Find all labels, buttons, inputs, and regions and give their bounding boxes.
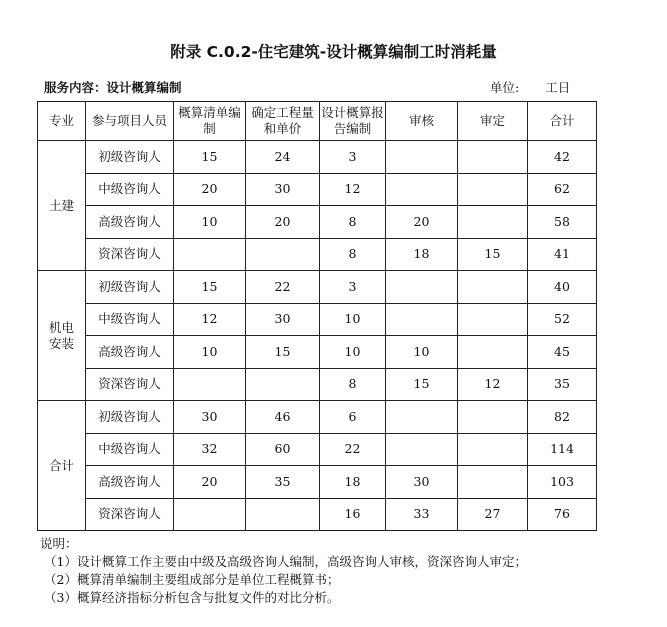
cell-quantity-price: 30 xyxy=(246,173,320,206)
cell-report: 6 xyxy=(320,401,386,434)
cell-approval xyxy=(458,336,528,369)
cell-review: 20 xyxy=(386,206,458,239)
role-cell: 初级咨询人 xyxy=(86,141,174,174)
cell-total: 42 xyxy=(528,141,597,174)
cell-total: 103 xyxy=(528,466,597,499)
cell-quantity-price xyxy=(246,498,320,531)
header-total: 合计 xyxy=(528,102,597,141)
cell-report: 18 xyxy=(320,466,386,499)
table-row xyxy=(38,173,597,206)
cell-total: 40 xyxy=(528,271,597,304)
role-cell: 初级咨询人 xyxy=(86,401,174,434)
cell-report: 8 xyxy=(320,368,386,401)
role-cell: 初级咨询人 xyxy=(86,271,174,304)
note-item: （1）设计概算工作主要由中级及高级咨询人编制，高级咨询人审核，资深咨询人审定； xyxy=(44,554,527,569)
cell-review: 30 xyxy=(386,466,458,499)
cell-approval xyxy=(458,173,528,206)
cell-estimate-list: 10 xyxy=(174,206,246,239)
cell-quantity-price xyxy=(246,238,320,271)
cell-approval xyxy=(458,303,528,336)
cell-report: 8 xyxy=(320,206,386,239)
cell-total: 76 xyxy=(528,498,597,531)
cell-quantity-price: 30 xyxy=(246,303,320,336)
cell-quantity-price: 46 xyxy=(246,401,320,434)
cell-estimate-list: 30 xyxy=(174,401,246,434)
cell-approval: 15 xyxy=(458,238,528,271)
role-cell: 高级咨询人 xyxy=(86,206,174,239)
cell-approval xyxy=(458,401,528,434)
note-item: （3）概算经济指标分析包含与批复文件的对比分析。 xyxy=(44,590,340,605)
cell-approval: 27 xyxy=(458,498,528,531)
cell-review: 33 xyxy=(386,498,458,531)
cell-approval xyxy=(458,141,528,174)
cell-report: 16 xyxy=(320,498,386,531)
cell-total: 35 xyxy=(528,368,597,401)
cell-review: 18 xyxy=(386,238,458,271)
unit-value: 工日 xyxy=(545,80,571,95)
table-row xyxy=(38,206,597,239)
table-row xyxy=(38,303,597,336)
cell-estimate-list xyxy=(174,498,246,531)
cell-total: 62 xyxy=(528,173,597,206)
header-report: 设计概算报告编制 xyxy=(320,102,386,141)
table-row xyxy=(38,141,597,174)
cell-approval xyxy=(458,466,528,499)
cell-quantity-price: 35 xyxy=(246,466,320,499)
cell-review: 10 xyxy=(386,336,458,369)
table-row xyxy=(38,433,597,466)
role-cell: 中级咨询人 xyxy=(86,433,174,466)
role-cell: 资深咨询人 xyxy=(86,368,174,401)
discipline-cell: 机电安装 xyxy=(38,271,86,401)
cell-estimate-list: 20 xyxy=(174,173,246,206)
table-row xyxy=(38,401,597,434)
cell-report: 8 xyxy=(320,238,386,271)
unit-label: 单位: xyxy=(490,80,520,95)
cell-estimate-list: 15 xyxy=(174,141,246,174)
cell-report: 10 xyxy=(320,336,386,369)
table-row xyxy=(38,498,597,531)
table-row xyxy=(38,368,597,401)
service-content: 服务内容：设计概算编制 xyxy=(44,80,182,95)
cell-report: 10 xyxy=(320,303,386,336)
header-review: 审核 xyxy=(386,102,458,141)
cell-estimate-list: 12 xyxy=(174,303,246,336)
cell-approval xyxy=(458,271,528,304)
cell-review xyxy=(386,401,458,434)
workload-table xyxy=(37,101,597,531)
table-row xyxy=(38,466,597,499)
cell-report: 12 xyxy=(320,173,386,206)
header-quantity-price: 确定工程量和单价 xyxy=(246,102,320,141)
note-item: （2）概算清单编制主要组成部分是单位工程概算书； xyxy=(44,572,340,587)
cell-estimate-list: 20 xyxy=(174,466,246,499)
cell-approval xyxy=(458,206,528,239)
discipline-cell: 土建 xyxy=(38,141,86,271)
role-cell: 中级咨询人 xyxy=(86,173,174,206)
cell-approval: 12 xyxy=(458,368,528,401)
cell-total: 82 xyxy=(528,401,597,434)
cell-total: 58 xyxy=(528,206,597,239)
cell-total: 45 xyxy=(528,336,597,369)
cell-review xyxy=(386,141,458,174)
page-title: 附录 C.0.2-住宅建筑-设计概算编制工时消耗量 xyxy=(170,43,497,61)
role-cell: 中级咨询人 xyxy=(86,303,174,336)
cell-estimate-list: 32 xyxy=(174,433,246,466)
cell-total: 52 xyxy=(528,303,597,336)
cell-report: 3 xyxy=(320,271,386,304)
unit-info xyxy=(490,78,570,96)
cell-approval xyxy=(458,433,528,466)
cell-review xyxy=(386,433,458,466)
table-row xyxy=(38,238,597,271)
cell-quantity-price: 24 xyxy=(246,141,320,174)
cell-quantity-price: 22 xyxy=(246,271,320,304)
cell-quantity-price: 20 xyxy=(246,206,320,239)
cell-report: 22 xyxy=(320,433,386,466)
header-estimate-list: 概算清单编制 xyxy=(174,102,246,141)
table-row xyxy=(38,336,597,369)
cell-quantity-price: 60 xyxy=(246,433,320,466)
header-discipline: 专业 xyxy=(38,102,86,141)
header-personnel: 参与项目人员 xyxy=(86,102,174,141)
role-cell: 高级咨询人 xyxy=(86,336,174,369)
role-cell: 高级咨询人 xyxy=(86,466,174,499)
table-row xyxy=(38,271,597,304)
discipline-cell: 合计 xyxy=(38,401,86,531)
cell-review: 15 xyxy=(386,368,458,401)
cell-estimate-list xyxy=(174,368,246,401)
table-header-row xyxy=(38,102,597,141)
cell-quantity-price xyxy=(246,368,320,401)
cell-review xyxy=(386,303,458,336)
cell-estimate-list: 10 xyxy=(174,336,246,369)
notes-title: 说明： xyxy=(40,536,78,551)
cell-report: 3 xyxy=(320,141,386,174)
cell-review xyxy=(386,173,458,206)
cell-review xyxy=(386,271,458,304)
notes xyxy=(40,535,527,607)
cell-estimate-list: 15 xyxy=(174,271,246,304)
role-cell: 资深咨询人 xyxy=(86,238,174,271)
cell-quantity-price: 15 xyxy=(246,336,320,369)
header-approval: 审定 xyxy=(458,102,528,141)
role-cell: 资深咨询人 xyxy=(86,498,174,531)
cell-estimate-list xyxy=(174,238,246,271)
cell-total: 114 xyxy=(528,433,597,466)
cell-total: 41 xyxy=(528,238,597,271)
